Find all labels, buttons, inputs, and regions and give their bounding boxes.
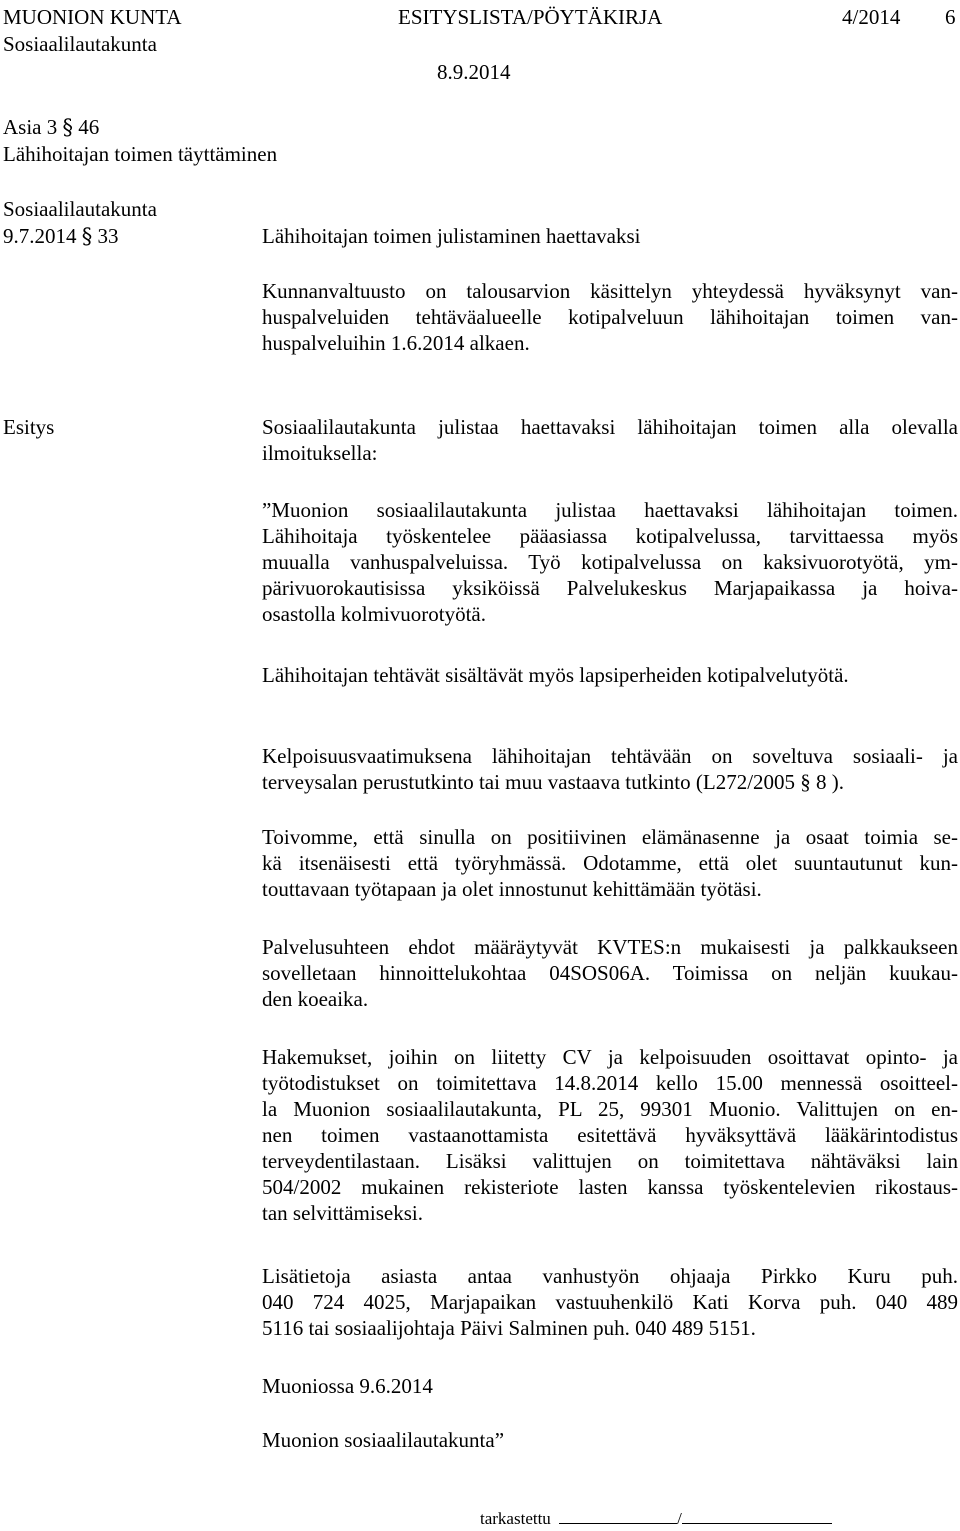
text-line: Lähihoitaja työskentelee pääasiassa kotipalvelussa, tarvittaessa myös: [262, 524, 958, 548]
text-line: nen toimen vastaanottamista esitettävä hyväksyttävä lääkärintodistus: [262, 1123, 958, 1147]
text-line: osastolla kolmivuorotyötä.: [262, 602, 486, 626]
text-line: ilmoituksella:: [262, 441, 378, 465]
text-line: huspalveluihin 1.6.2014 alkaen.: [262, 331, 530, 355]
announcement-place-date: [262, 1373, 958, 1399]
announcement-paragraph: [262, 662, 958, 688]
text-line: 040 724 4025, Marjapaikan vastuuhenkilö Kati Korva puh. 040 489: [262, 1290, 958, 1314]
footer-checked: [480, 1505, 832, 1530]
footer-checked-label: tarkastettu: [480, 1509, 551, 1528]
announcement-paragraph: [262, 743, 958, 795]
header-date: 8.9.2014: [437, 60, 511, 84]
text-line: Lähihoitajan tehtävät sisältävät myös lapsiperheiden kotipalvelutyötä.: [262, 663, 849, 687]
esitys-intro: [262, 414, 958, 466]
announcement-paragraph: [262, 824, 958, 902]
header-number: 4/2014: [842, 5, 901, 29]
text-line: tan selvittämiseksi.: [262, 1201, 423, 1225]
initials-line: [682, 1505, 832, 1524]
text-line: touttavaan työtapaan ja olet innostunut kehittämään työtäsi.: [262, 877, 762, 901]
item-asia-label: Asia 3: [3, 115, 58, 139]
text-line: terveysalan perustutkinto tai muu vastaava tutkinto (L272/2005 § 8 ).: [262, 770, 845, 794]
text-line: Hakemukset, joihin on liitetty CV ja kelpoisuuden osoittavat opinto- ja: [262, 1045, 958, 1069]
initials-line: [559, 1505, 677, 1524]
text-line: 504/2002 mukainen rekisteriote lasten kanssa työskentelevien rikostaus-: [262, 1175, 958, 1199]
text-line: Toivomme, että sinulla on positiivinen elämänasenne ja osaat toimia se-: [262, 825, 958, 849]
header-page-number: 6: [945, 5, 956, 29]
section-sign: §: [81, 224, 93, 248]
text-line: huspalveluiden tehtäväalueelle kotipalveluun lähihoitajan toimen van-: [262, 305, 958, 329]
esitys-label: Esitys: [3, 415, 55, 439]
announcement-paragraph: [262, 497, 958, 627]
text-line: pärivuorokautisissa yksiköissä Palvelukeskus Marjapaikassa ja hoiva-: [262, 576, 958, 600]
prior-date: 9.7.2014: [3, 224, 77, 248]
text-line: Muonion sosiaalilautakunta”: [262, 1428, 505, 1452]
text-line: terveydentilastaan. Lisäksi valittujen on toimitettava nähtäväksi lain: [262, 1149, 958, 1173]
prior-text: [262, 278, 958, 356]
text-line: Muoniossa 9.6.2014: [262, 1374, 433, 1398]
text-line: ”Muonion sosiaalilautakunta julistaa haettavaksi lähihoitajan toimen.: [262, 498, 958, 522]
item-title: Lähihoitajan toimen täyttäminen: [3, 142, 278, 166]
prior-heading: Lähihoitajan toimen julistaminen haettavaksi: [262, 224, 641, 248]
text-line: Kunnanvaltuusto on talousarvion käsittelyn yhteydessä hyväksynyt van-: [262, 279, 958, 303]
text-line: Sosiaalilautakunta julistaa haettavaksi lähihoitajan toimen alla olevalla: [262, 415, 958, 439]
footer-separator: /: [677, 1509, 682, 1528]
prior-section-number: 33: [97, 224, 119, 248]
announcement-paragraph: [262, 1044, 958, 1226]
text-line: 5116 tai sosiaalijohtaja Päivi Salminen puh. 040 489 5151.: [262, 1316, 756, 1340]
announcement-signature: [262, 1427, 958, 1453]
text-line: Palvelusuhteen ehdot määräytyvät KVTES:n mukaisesti ja palkkaukseen: [262, 935, 958, 959]
section-sign: §: [62, 115, 73, 139]
text-line: Kelpoisuusvaatimuksena lähihoitajan tehtävään on soveltuva sosiaali- ja: [262, 744, 958, 768]
header-municipality: MUONION KUNTA: [3, 5, 182, 29]
item-number-line: [3, 114, 99, 140]
text-line: kä itsenäisesti että työryhmässä. Odotamme, että olet suuntautunut kun-: [262, 851, 958, 875]
text-line: Lisätietoja asiasta antaa vanhustyön ohjaaja Pirkko Kuru puh.: [262, 1264, 958, 1288]
text-line: työtodistukset on toimitettava 14.8.2014 kello 15.00 mennessä osoitteel-: [262, 1071, 958, 1095]
announcement-paragraph: [262, 1263, 958, 1341]
header-body: Sosiaalilautakunta: [3, 32, 157, 56]
text-line: den koeaika.: [262, 987, 369, 1011]
text-line: la Muonion sosiaalilautakunta, PL 25, 99301 Muonio. Valittujen on en-: [262, 1097, 958, 1121]
text-line: sovelletaan hinnoittelukohtaa 04SOS06A. Toimissa on neljän kuukau-: [262, 961, 958, 985]
announcement-paragraph: [262, 934, 958, 1012]
prior-reference: [3, 223, 119, 249]
prior-body: Sosiaalilautakunta: [3, 197, 157, 221]
header-doc-type: ESITYSLISTA/PÖYTÄKIRJA: [398, 5, 663, 29]
item-asia-number: 46: [78, 115, 100, 139]
text-line: muualla vanhuspalveluissa. Työ kotipalvelussa on kaksivuorotyötä, ym-: [262, 550, 958, 574]
